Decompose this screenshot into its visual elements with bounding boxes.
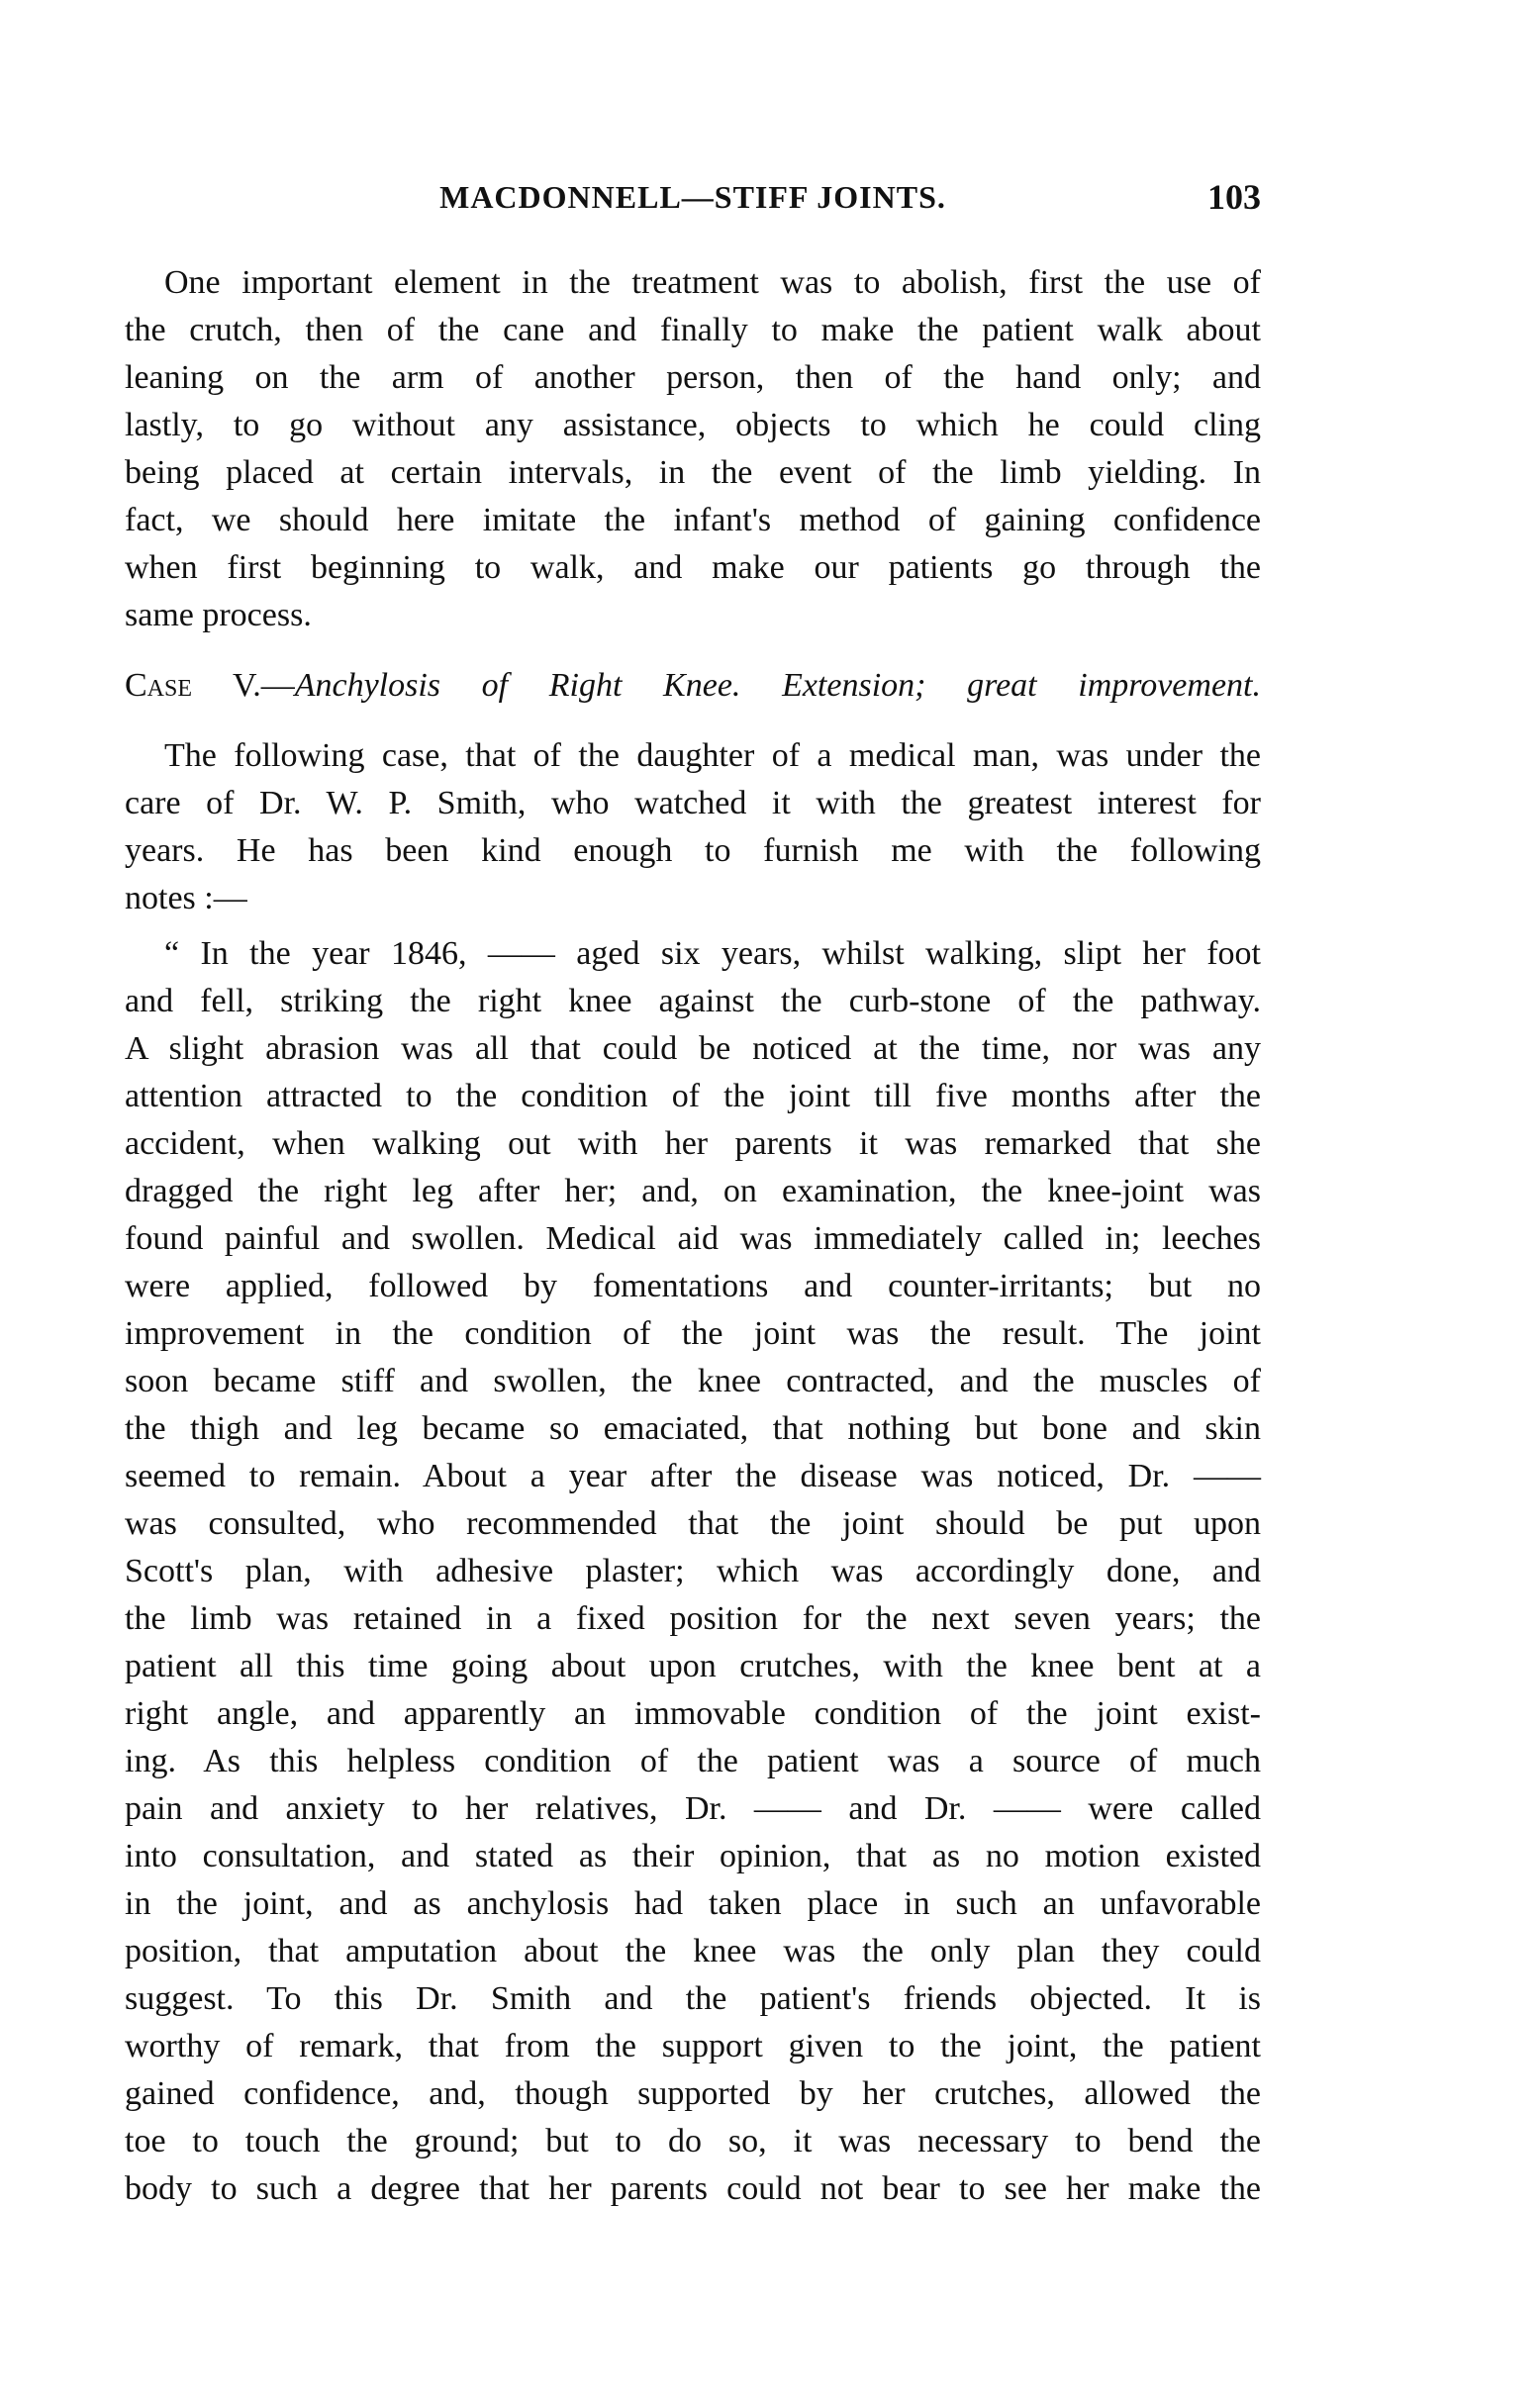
text-line: accident, when walking out with her parents it was remarked that she (125, 1125, 1261, 1162)
text-line: seemed to remain. About a year after the disease was noticed, Dr. —— (125, 1458, 1261, 1494)
text-line: improvement in the condition of the joint was the result. The joint (125, 1315, 1261, 1352)
text-line: into consultation, and stated as their opinion, that as no motion existed (125, 1838, 1261, 1874)
paragraph-case-notes (125, 930, 1261, 2213)
spacer (125, 711, 1261, 732)
text-line: being placed at certain intervals, in the event of the limb yielding. In (125, 454, 1261, 491)
text-line: “ In the year 1846, —— aged six years, whilst walking, slipt her foot (164, 935, 1261, 972)
paragraph-case-intro (125, 732, 1261, 922)
page-number: 103 (1207, 177, 1261, 217)
case-title: Anchylosis of Right Knee. Extension; great improvement. (294, 667, 1261, 704)
text-line: notes :— (125, 880, 247, 916)
text-line: when first beginning to walk, and make our patients go through the (125, 549, 1261, 586)
text-line: attention attracted to the condition of the joint till five months after the (125, 1078, 1261, 1114)
text-line: worthy of remark, that from the support given to the joint, the patient (125, 2028, 1261, 2064)
text-line: same process. (125, 597, 312, 633)
case-label: Case V. (125, 667, 261, 704)
text-line: soon became stiff and swollen, the knee contracted, and the muscles of (125, 1363, 1261, 1399)
running-title: MACDONNELL—STIFF JOINTS. (439, 179, 946, 215)
paragraph-treatment (125, 259, 1261, 639)
text-line: years. He has been kind enough to furnish me with the following (125, 832, 1261, 869)
text-line: the thigh and leg became so emaciated, that nothing but bone and skin (125, 1410, 1261, 1447)
text-line: toe to touch the ground; but to do so, it was necessary to bend the (125, 2123, 1261, 2159)
spacer (125, 639, 1261, 661)
text-line: One important element in the treatment was to abolish, first the use of (164, 264, 1261, 301)
text-line: were applied, followed by fomentations and counter-irritants; but no (125, 1268, 1261, 1304)
text-line: dragged the right leg after her; and, on examination, the knee-joint was (125, 1173, 1261, 1209)
case-heading (125, 661, 1261, 711)
text-line: suggest. To this Dr. Smith and the patient's friends objected. It is (125, 1980, 1261, 2017)
text-line: and fell, striking the right knee against the curb-stone of the pathway. (125, 983, 1261, 1019)
text-line: patient all this time going about upon crutches, with the knee bent at a (125, 1648, 1261, 1684)
text-line: right angle, and apparently an immovable condition of the joint exist- (125, 1695, 1261, 1732)
text-line: pain and anxiety to her relatives, Dr. —— and Dr. —— were called (125, 1790, 1261, 1827)
body-text (125, 259, 1261, 2213)
text-line: fact, we should here imitate the infant's method of gaining confidence (125, 502, 1261, 538)
text-line: leaning on the arm of another person, then of the hand only; and (125, 359, 1261, 396)
text-line: body to such a degree that her parents could not bear to see her make the (125, 2170, 1261, 2207)
text-line: care of Dr. W. P. Smith, who watched it with the greatest interest for (125, 785, 1261, 821)
text-line: position, that amputation about the knee was the only plan they could (125, 1933, 1261, 1969)
case-dash: — (260, 667, 295, 704)
text-line: was consulted, who recommended that the joint should be put upon (125, 1505, 1261, 1542)
text-line: A slight abrasion was all that could be noticed at the time, nor was any (125, 1030, 1261, 1067)
text-line: lastly, to go without any assistance, objects to which he could cling (125, 407, 1261, 443)
text-line: found painful and swollen. Medical aid was immediately called in; leeches (125, 1220, 1261, 1257)
text-line: the limb was retained in a fixed position for the next seven years; the (125, 1600, 1261, 1637)
text-line: Scott's plan, with adhesive plaster; which was accordingly done, and (125, 1553, 1261, 1589)
text-line: in the joint, and as anchylosis had taken place in such an unfavorable (125, 1885, 1261, 1922)
spacer (125, 922, 1261, 930)
text-line: the crutch, then of the cane and finally to make the patient walk about (125, 312, 1261, 348)
page-header (125, 172, 1261, 222)
text-line: ing. As this helpless condition of the patient was a source of much (125, 1743, 1261, 1779)
text-line: The following case, that of the daughter of a medical man, was under the (164, 737, 1261, 774)
text-line: gained confidence, and, though supported by her crutches, allowed the (125, 2075, 1261, 2112)
